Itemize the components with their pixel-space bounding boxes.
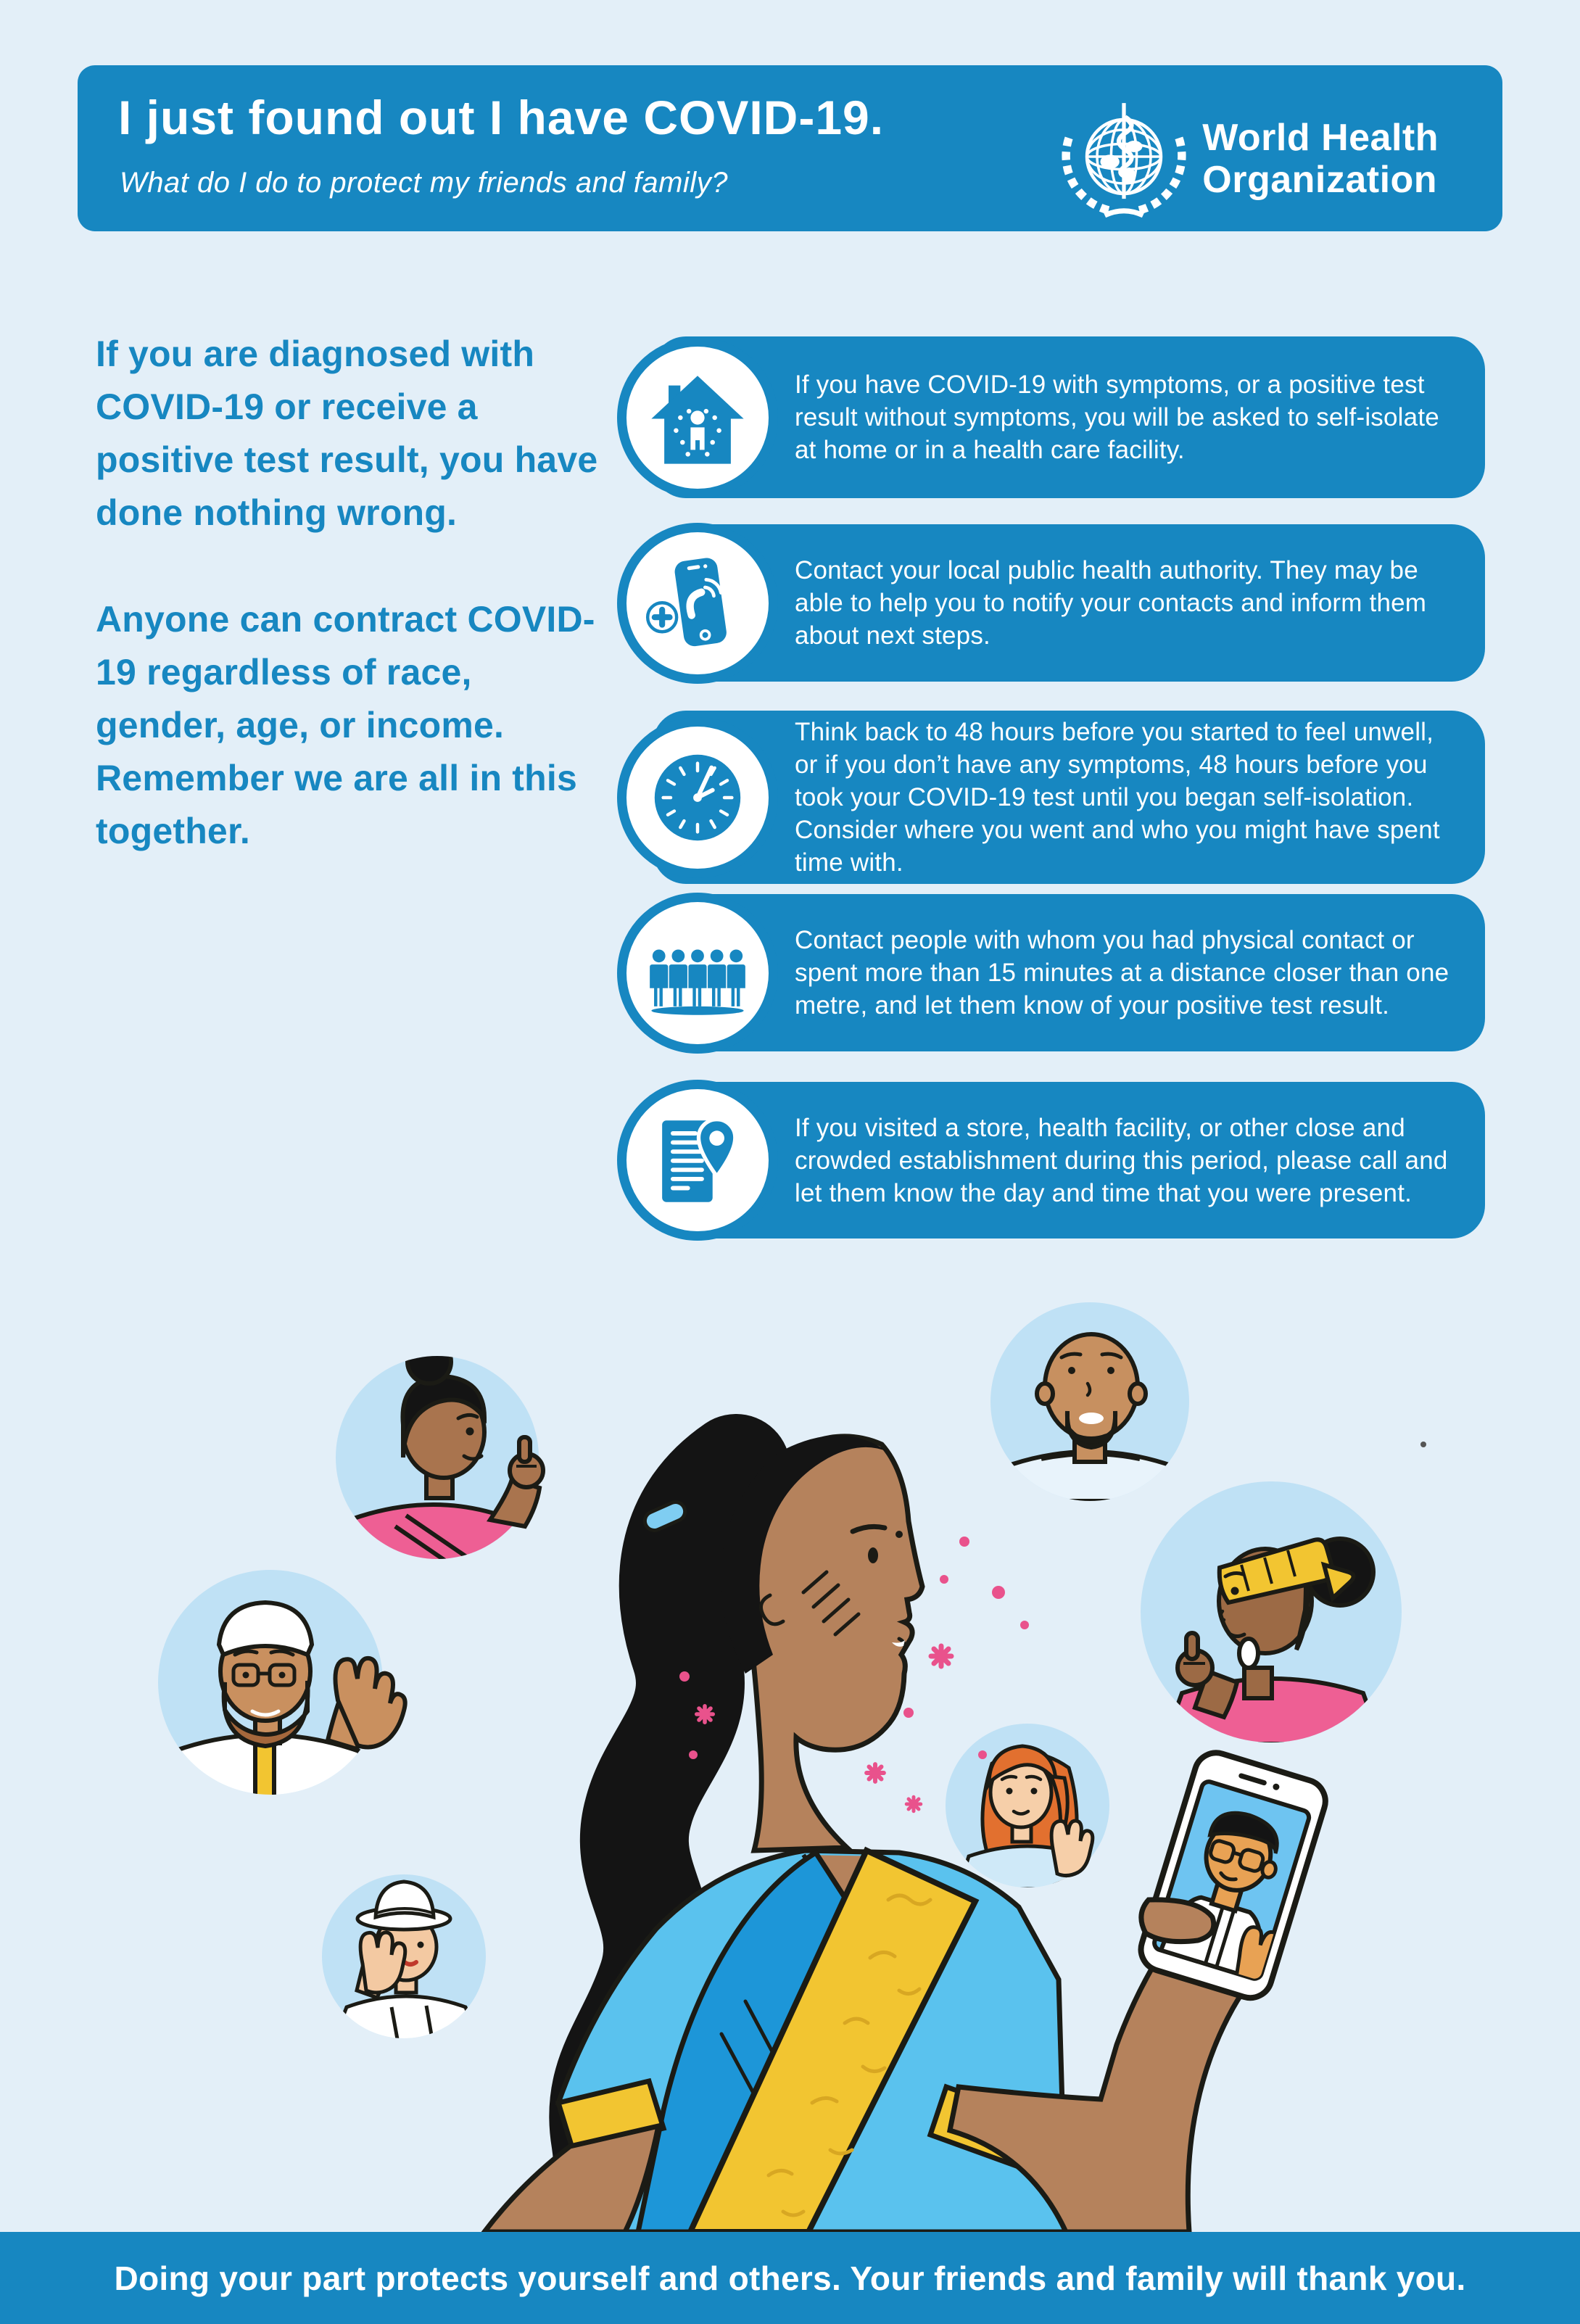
header-banner bbox=[78, 65, 1502, 231]
intro-text bbox=[96, 328, 607, 911]
footer-banner bbox=[0, 2232, 1580, 2324]
speck-dot bbox=[1420, 1442, 1426, 1447]
step-think-back bbox=[653, 711, 1485, 884]
who-wordmark-line2: Organization bbox=[1202, 158, 1438, 201]
step-self-isolate bbox=[653, 336, 1485, 498]
house-self-isolate-icon bbox=[617, 337, 778, 498]
who-wordmark-line1: World Health bbox=[1202, 116, 1439, 159]
who-logo bbox=[1060, 93, 1439, 224]
eye bbox=[868, 1547, 878, 1563]
document-location-icon bbox=[617, 1080, 778, 1241]
intro-paragraph-2: Anyone can contract COVID-19 regardless of race, gender, age, or income. Remember we are all in this together. bbox=[96, 599, 595, 851]
step-text: Think back to 48 hours before you started to feel unwell, or if you don’t have any symptoms, 48 hours before you took your COVID-19 test until you began self-isolation. Consider where you went and who you might have spent time with. bbox=[795, 718, 1440, 877]
step-contact-authority bbox=[653, 524, 1485, 682]
avatar-man-cap-waving bbox=[158, 1570, 405, 1806]
step-text: Contact people with whom you had physical contact or spent more than 15 minutes at a distance closer than one metre, and let them know of your positive test result. bbox=[795, 926, 1449, 1020]
avatar-bald-man bbox=[990, 1302, 1189, 1501]
page-subtitle: What do I do to protect my friends and family? bbox=[120, 167, 728, 199]
step-text: Contact your local public health authority. They may be able to help you to notify your contacts and inform them about next steps. bbox=[795, 556, 1427, 650]
intro-paragraph-1: If you are diagnosed with COVID-19 or receive a positive test result, you have done nothing wrong. bbox=[96, 334, 598, 533]
video-call-phone bbox=[1136, 1748, 1338, 2006]
people-contacts-icon bbox=[617, 893, 778, 1054]
page-title: I just found out I have COVID-19. bbox=[118, 91, 885, 144]
who-wordmark bbox=[1202, 117, 1439, 201]
step-text: If you have COVID-19 with symptoms, or a positive test result without symptoms, you will be asked to self-isolate at home or in a health care facility. bbox=[795, 371, 1439, 464]
step-contact-people bbox=[653, 894, 1485, 1051]
avatar-woman-orange-hair-waving bbox=[946, 1724, 1109, 1889]
step-text: If you visited a store, health facility, or other close and crowded establishment during this period, please call and let them know the day and time that you were present. bbox=[795, 1113, 1448, 1207]
beauty-mark bbox=[896, 1531, 903, 1538]
avatar-person-hat-waving bbox=[322, 1874, 486, 2041]
avatar-woman-headband-thumbs-up bbox=[1141, 1481, 1402, 1744]
footer-text: Doing your part protects yourself and others. Your friends and family will thank you. bbox=[114, 2259, 1466, 2297]
illustration-woman-video-calling-friends bbox=[0, 1276, 1580, 2232]
step-notify-establishments bbox=[653, 1082, 1485, 1238]
who-emblem-icon bbox=[1060, 93, 1188, 224]
avatar-woman-bun-thumbs-up bbox=[330, 1340, 543, 1574]
clock-48-hours-icon bbox=[617, 717, 778, 878]
phone-health-authority-icon bbox=[617, 523, 778, 684]
